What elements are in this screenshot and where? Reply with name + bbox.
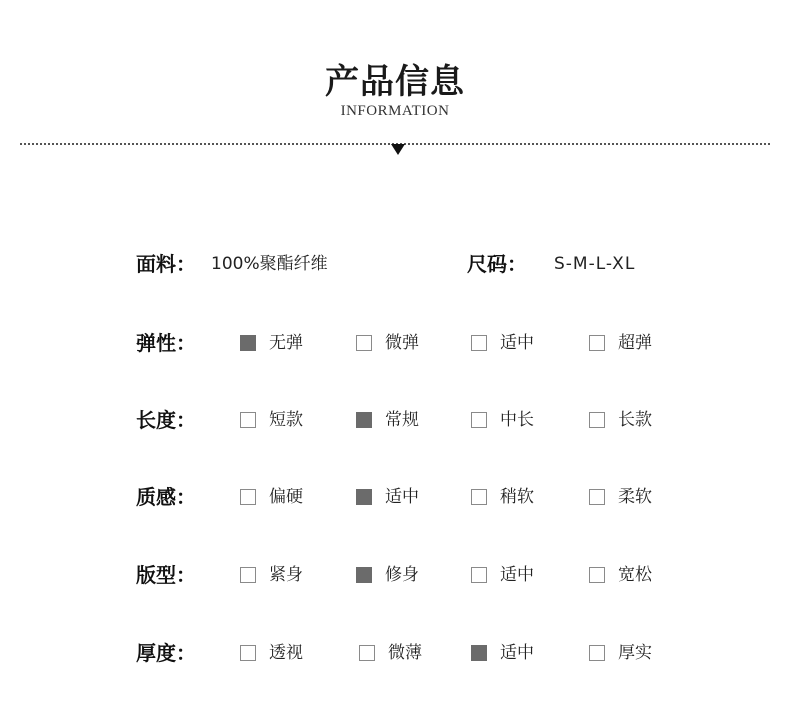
- option-label: 微薄: [388, 643, 422, 663]
- unchecked-box-icon: [240, 645, 256, 661]
- checked-box-icon: [356, 567, 372, 583]
- option-label: 适中: [500, 333, 534, 353]
- option-label: 无弹: [269, 333, 303, 353]
- checked-box-icon: [356, 489, 372, 505]
- unchecked-box-icon: [359, 645, 375, 661]
- option-label: 超弹: [618, 333, 652, 353]
- option-label: 长款: [618, 410, 652, 430]
- option-label: 紧身: [269, 565, 303, 585]
- checked-box-icon: [356, 412, 372, 428]
- material-value: 100%聚酯纤维: [211, 254, 328, 274]
- option-label: 宽松: [618, 565, 652, 585]
- page-title: 产品信息: [325, 62, 465, 102]
- attribute-label: 版型：: [136, 563, 196, 587]
- attribute-label: 长度：: [136, 408, 196, 432]
- option-label: 修身: [385, 565, 419, 585]
- divider-arrow-icon: [391, 144, 405, 155]
- unchecked-box-icon: [589, 412, 605, 428]
- option-label: 中长: [500, 410, 534, 430]
- page-subtitle: INFORMATION: [340, 103, 450, 119]
- size-value: S-M-L-XL: [554, 254, 636, 274]
- unchecked-box-icon: [471, 567, 487, 583]
- size-label: 尺码：: [467, 252, 527, 276]
- unchecked-box-icon: [589, 335, 605, 351]
- option-label: 柔软: [618, 487, 652, 507]
- unchecked-box-icon: [471, 412, 487, 428]
- unchecked-box-icon: [471, 335, 487, 351]
- unchecked-box-icon: [589, 567, 605, 583]
- checked-box-icon: [471, 645, 487, 661]
- attribute-label: 厚度：: [136, 641, 196, 665]
- unchecked-box-icon: [589, 645, 605, 661]
- unchecked-box-icon: [240, 489, 256, 505]
- option-label: 偏硬: [269, 487, 303, 507]
- option-label: 稍软: [500, 487, 534, 507]
- unchecked-box-icon: [589, 489, 605, 505]
- option-label: 透视: [269, 643, 303, 663]
- attribute-label: 质感：: [136, 485, 196, 509]
- option-label: 微弹: [385, 333, 419, 353]
- material-label: 面料：: [136, 252, 196, 276]
- option-label: 适中: [500, 643, 534, 663]
- option-label: 适中: [500, 565, 534, 585]
- unchecked-box-icon: [240, 412, 256, 428]
- option-label: 常规: [385, 410, 419, 430]
- attribute-label: 弹性：: [136, 331, 196, 355]
- checked-box-icon: [240, 335, 256, 351]
- option-label: 适中: [385, 487, 419, 507]
- unchecked-box-icon: [356, 335, 372, 351]
- unchecked-box-icon: [240, 567, 256, 583]
- option-label: 厚实: [618, 643, 652, 663]
- option-label: 短款: [269, 410, 303, 430]
- unchecked-box-icon: [471, 489, 487, 505]
